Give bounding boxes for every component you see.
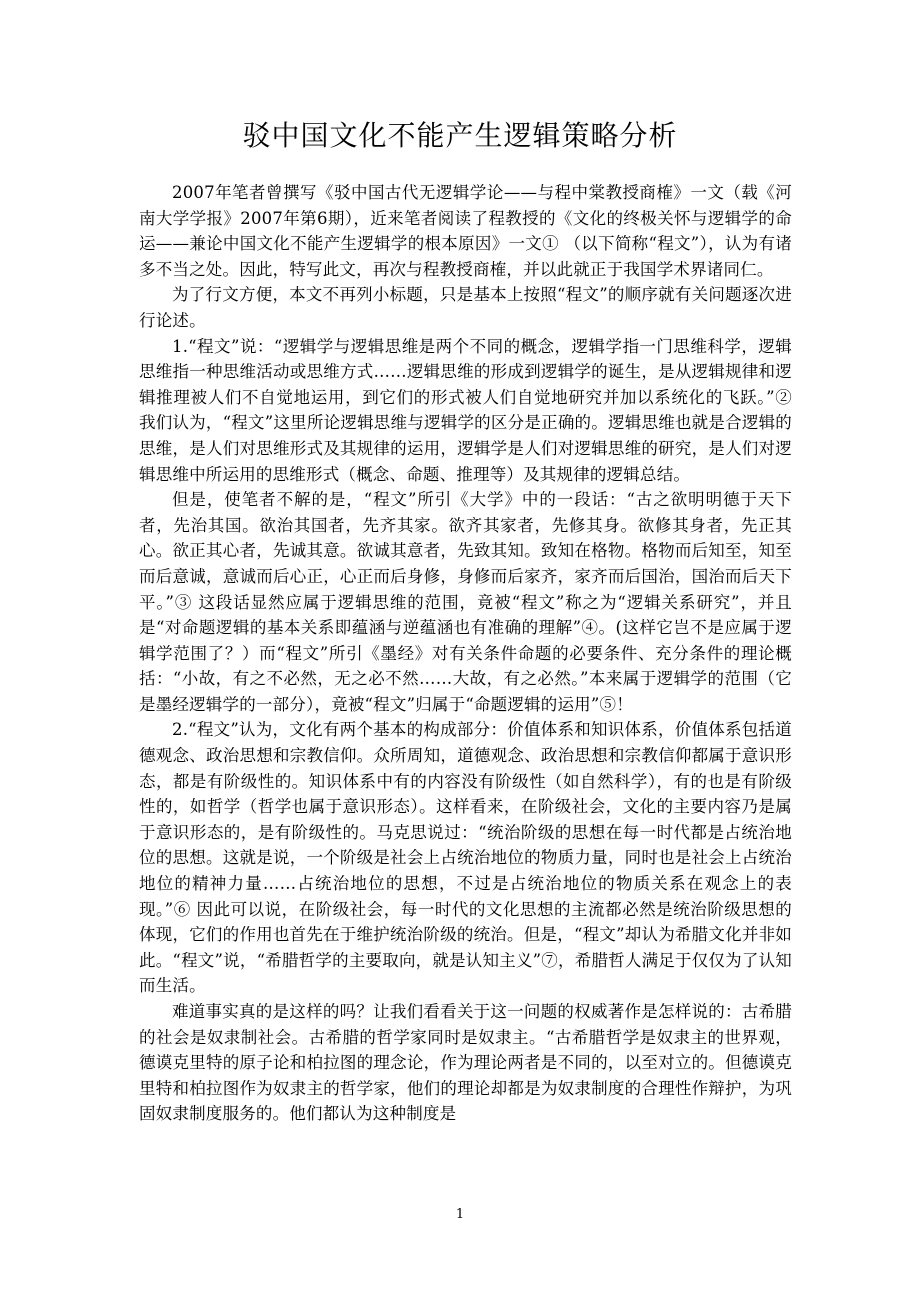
paragraph: 为了行文方便，本文不再列小标题，只是基本上按照“程文”的顺序就有关问题逐次进行论述。 (139, 285, 792, 330)
document-title: 驳中国文化不能产生逻辑策略分析 (242, 119, 678, 152)
paragraph: 1.“程文”说：“逻辑学与逻辑思维是两个不同的概念，逻辑学指一门思维科学，逻辑思维指一种思维活动或思维方式……逻辑思维的形成到逻辑学的诞生，是从逻辑规律和逻辑推理被人们不自觉地运用，到它们的形式被人们自觉地研究并加以系统化的飞跃。”② 我们认为，“程文”这里所论逻辑思维与逻辑学的区分是正确的。逻辑思维也就是合逻辑的思维，是人们对思维形式及其规律的运用，逻辑学是人们对逻辑思维的研究，是人们对逻辑思维中所运用的思维形式（概念、命题、推理等）及其规律的逻辑总结。 (139, 336, 792, 484)
page-number: 1 (455, 1207, 465, 1222)
paragraph: 2.“程文”认为，文化有两个基本的构成部分：价值体系和知识体系，价值体系包括道德观念、政治思想和宗教信仰。众所周知，道德观念、政治思想和宗教信仰都属于意识形态，都是有阶级性的。知识体系中有的内容没有阶级性（如自然科学），有的也是有阶级性的，如哲学（哲学也属于意识形态）。这样看来，在阶级社会，文化的主要内容乃是属于意识形态的，是有阶级性的。马克思说过：“统治阶级的思想在每一时代都是占统治地位的思想。这就是说，一个阶级是社会上占统治地位的物质力量，同时也是社会上占统治地位的精神力量……占统治地位的思想，不过是占统治地位的物质关系在观念上的表现。”⑥ 因此可以说，在阶级社会，每一时代的文化思想的主流都必然是统治阶级思想的体现，它们的作用也首先在于维护统治阶级的统治。但是，“程文”却认为希腊文化并非如此。“程文”说，“希腊哲学的主要取向，就是认知主义”⑦，希腊哲人满足于仅仅为了认知而生活。 (139, 720, 792, 996)
paragraph: 2007年笔者曾撰写《驳中国古代无逻辑学论——与程中棠教授商榷》一文（载《河南大学学报》2007年第6期），近来笔者阅读了程教授的《文化的终极关怀与逻辑学的命运——兼论中国文化不能产生逻辑学的根本原因》一文① （以下简称“程文”），认为有诸多不当之处。因此，特写此文，再次与程教授商榷，并以此就正于我国学术界诸同仁。 (139, 183, 792, 279)
paragraph: 但是，使笔者不解的是，“程文”所引《大学》中的一段话：“古之欲明明德于天下者，先治其国。欲治其国者，先齐其家。欲齐其家者，先修其身。欲修其身者，先正其心。欲正其心者，先诚其意。欲诚其意者，先致其知。致知在格物。格物而后知至，知至而后意诚，意诚而后心正，心正而后身修，身修而后家齐，家齐而后国治，国治而后天下平。”③ 这段话显然应属于逻辑思维的范围，竟被“程文”称之为“逻辑关系研究”，并且是“对命题逻辑的基本关系即蕴涵与逆蕴涵也有准确的理解”④。(这样它岂不是应属于逻辑学范围了？）而“程文”所引《墨经》对有关条件命题的必要条件、充分条件的理论概括：“小故，有之不必然，无之必不然……大故，有之必然。”本来属于逻辑学的范围（它是墨经逻辑学的一部分），竟被“程文”归属于“命题逻辑的运用”⑤！ (139, 490, 792, 714)
paragraph: 难道事实真的是这样的吗？让我们看看关于这一问题的权威著作是怎样说的：古希腊的社会是奴隶制社会。古希腊的哲学家同时是奴隶主。“古希腊哲学是奴隶主的世界观，德谟克里特的原子论和柏拉图的理念论，作为理论两者是不同的，以至对立的。但德谟克里特和柏拉图作为奴隶主的哲学家，他们的理论却都是为奴隶制度的合理性作辩护，为巩固奴隶制度服务的。他们都认为这种制度是 (139, 1002, 792, 1124)
document-body (139, 180, 792, 1127)
